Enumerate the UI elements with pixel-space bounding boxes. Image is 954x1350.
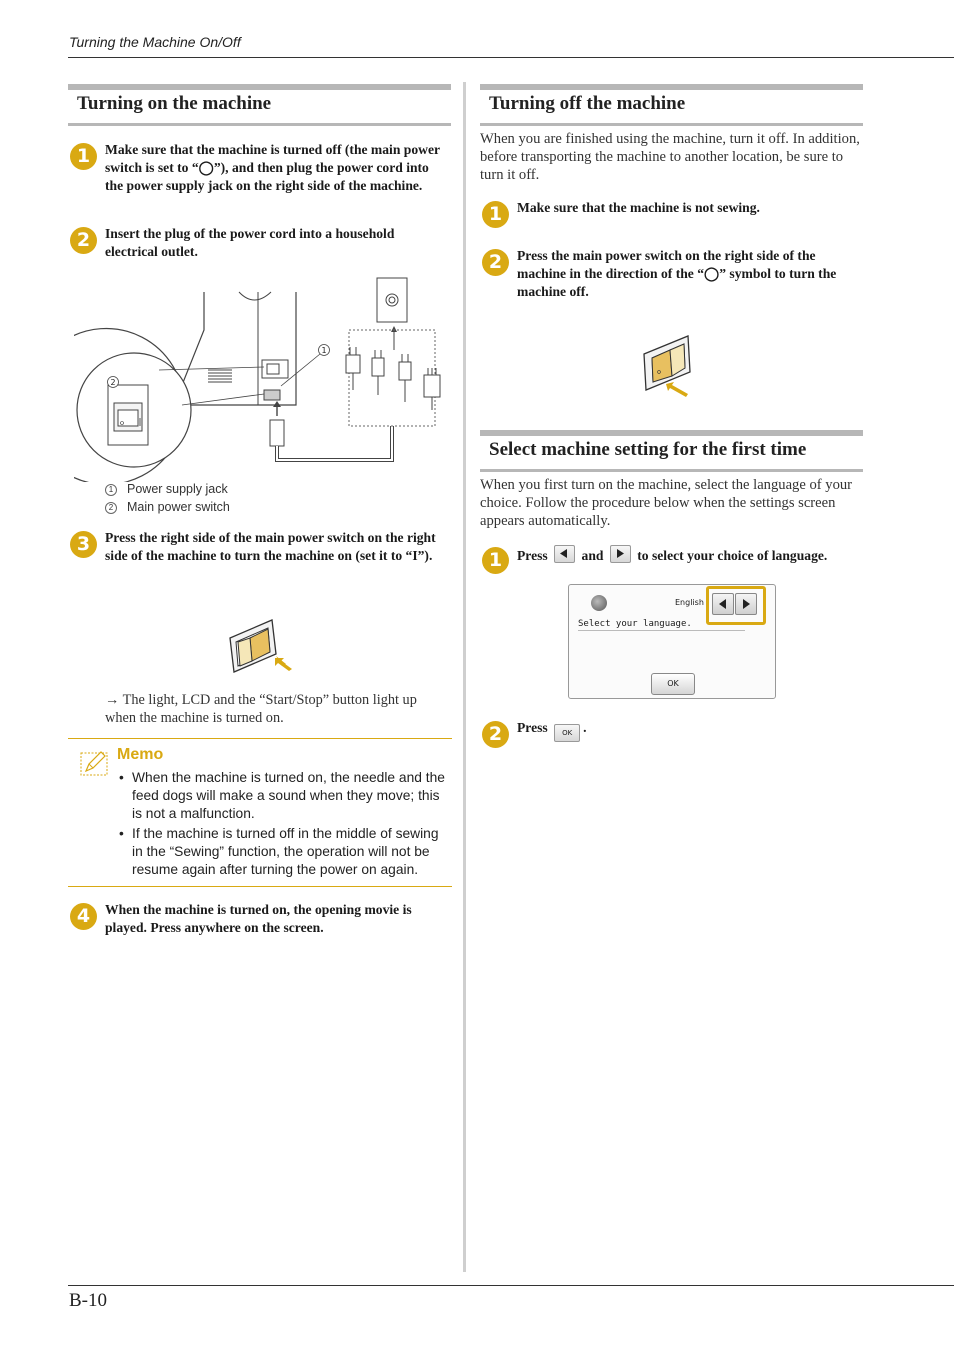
language-settings-screen bbox=[568, 584, 776, 699]
page-number: B-10 bbox=[69, 1290, 107, 1311]
step-number: 2 bbox=[482, 249, 509, 276]
step-rest-label: to select your choice of language. bbox=[637, 548, 828, 563]
memo-title: Memo bbox=[117, 746, 164, 763]
memo-bottom-rule bbox=[68, 886, 452, 887]
memo-item: • When the machine is turned on, the needle and the feed dogs will make a sound when they move; this is not a malfunction. bbox=[119, 769, 449, 823]
step-text: When the machine is turned on, the opening movie is played. Press anywhere on the screen. bbox=[105, 902, 412, 935]
language-prompt: Select your language. bbox=[578, 619, 692, 629]
memo-item-text: If the machine is turned off in the middle of sewing in the “Sewing” function, the operation will not be resume again after turning the power on again. bbox=[132, 826, 439, 877]
section-title: Select machine setting for the first time bbox=[489, 439, 807, 460]
marker-jack: 1 bbox=[321, 346, 327, 355]
step-number: 1 bbox=[482, 547, 509, 574]
legend-label: Power supply jack bbox=[127, 482, 228, 496]
setting-intro: When you first turn on the machine, select the language of your choice. Follow the procedure below when the settings screen appears automatically. bbox=[480, 477, 853, 529]
legend-label: Main power switch bbox=[127, 500, 230, 514]
column-divider bbox=[463, 82, 466, 1272]
power-switch-on-illustration bbox=[226, 616, 298, 676]
step-and-label: and bbox=[581, 548, 604, 563]
top-rule bbox=[68, 57, 954, 58]
result-text: → The light, LCD and the “Start/Stop” button light up when the machine is turned on. bbox=[105, 692, 417, 726]
step-text bbox=[517, 719, 867, 742]
memo-item-text: When the machine is turned on, the needle and the feed dogs will make a sound when they move; this is not a malfunction. bbox=[132, 770, 445, 821]
legend-item-main-power-switch bbox=[105, 500, 230, 514]
left-arrow-icon bbox=[560, 549, 568, 558]
step-press-label: Press bbox=[517, 548, 548, 563]
section-heading-first-time-setting bbox=[480, 430, 863, 472]
step-text: Insert the plug of the power cord into a household electrical outlet. bbox=[105, 226, 395, 259]
step-text: Make sure that the machine is not sewing. bbox=[517, 200, 760, 215]
step-end-label: . bbox=[583, 720, 587, 735]
step-text: Make sure that the machine is turned off (the main power switch is set to “◯”), and then plug the power cord into the power supply jack on the right side of the machine. bbox=[105, 142, 440, 193]
bottom-rule bbox=[68, 1285, 954, 1286]
power-cord-illustration bbox=[74, 270, 444, 482]
marker-switch: 2 bbox=[110, 378, 116, 387]
section-heading-turning-off bbox=[480, 84, 863, 126]
step-text: Press the right side of the main power switch on the right side of the machine to turn the machine on (set it to “I”). bbox=[105, 530, 436, 563]
prompt-divider bbox=[578, 630, 745, 631]
memo-pencil-icon bbox=[80, 750, 108, 776]
section-title: Turning off the machine bbox=[489, 93, 686, 114]
section-heading-turning-on bbox=[68, 84, 451, 126]
settings-globe-icon bbox=[591, 595, 607, 611]
screen-ok-button[interactable]: OK bbox=[651, 673, 695, 695]
step-number: 4 bbox=[70, 903, 97, 930]
legend-marker: 1 bbox=[105, 484, 117, 496]
left-arrow-icon bbox=[713, 594, 733, 614]
right-arrow-button[interactable] bbox=[610, 545, 631, 563]
language-value: English bbox=[675, 598, 704, 607]
power-switch-off-illustration bbox=[640, 332, 696, 400]
step-text: Press the main power switch on the right side of the machine in the direction of the “◯” symbol to turn the machine off. bbox=[517, 248, 837, 299]
step-number: 2 bbox=[482, 721, 509, 748]
right-arrow-icon bbox=[736, 594, 756, 614]
step-number: 1 bbox=[482, 201, 509, 228]
screen-right-arrow-button[interactable] bbox=[735, 593, 757, 615]
legend-item-power-supply-jack bbox=[105, 482, 228, 496]
ok-inline-button[interactable]: OK bbox=[554, 724, 580, 742]
step-number: 3 bbox=[70, 531, 97, 558]
step-press-label: Press bbox=[517, 720, 548, 735]
memo-top-rule bbox=[68, 738, 452, 739]
screen-left-arrow-button[interactable] bbox=[712, 593, 734, 615]
step-number: 1 bbox=[70, 143, 97, 170]
turning-off-intro: When you are finished using the machine, turn it off. In addition, before transporting the machine to another location, be sure to turn it off. bbox=[480, 131, 860, 183]
step-text bbox=[517, 545, 867, 565]
right-arrow-icon bbox=[616, 549, 624, 558]
legend-marker: 2 bbox=[105, 502, 117, 514]
section-title: Turning on the machine bbox=[77, 93, 272, 114]
memo-item: • If the machine is turned off in the middle of sewing in the “Sewing” function, the operation will not be resume again after turning the power on again. bbox=[119, 825, 449, 879]
running-head: Turning the Machine On/Off bbox=[69, 34, 241, 50]
left-arrow-button[interactable] bbox=[554, 545, 575, 563]
step-number: 2 bbox=[70, 227, 97, 254]
